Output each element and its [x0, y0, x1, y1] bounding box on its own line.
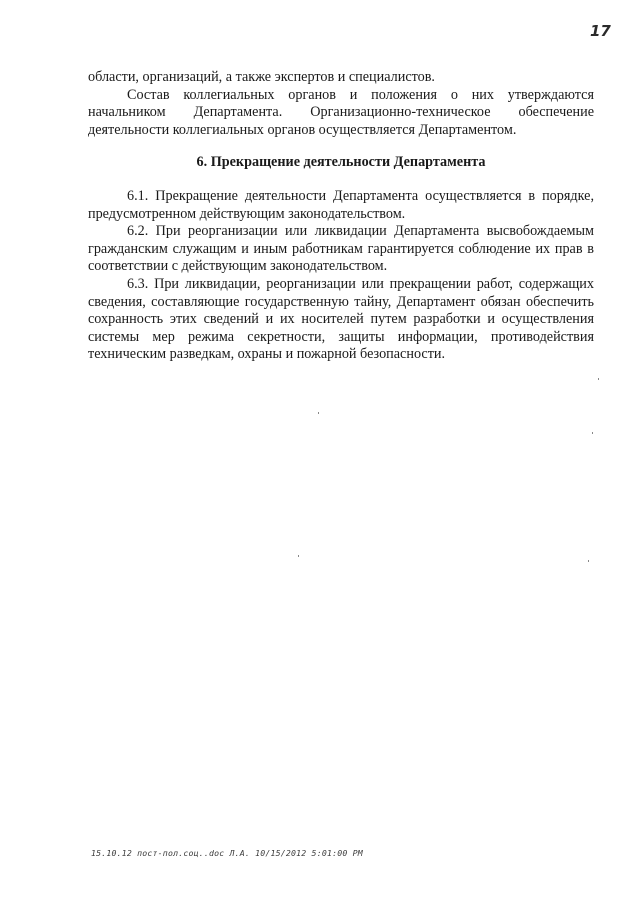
section-heading: 6. Прекращение деятельности Департамента: [196, 154, 486, 170]
scan-speck: [318, 412, 319, 414]
document-footer: 15.10.12 пост-пол.соц..doc Л.А. 10/15/2012 5:01:00 PM: [91, 848, 363, 858]
paragraph-continuation: области, организаций, а также экспертов и специалистов.: [88, 69, 435, 85]
clause-6-1: 6.1. Прекращение деятельности Департамента осуществляется в порядке, предусмотренном действующим законодательством.: [88, 188, 594, 222]
top-text: [88, 69, 594, 139]
scan-speck: [588, 560, 589, 562]
scan-speck: [598, 378, 599, 380]
paragraph-collegial-bodies: Состав коллегиальных органов и положения о них утверждаются начальником Департамента. Организационно-техническое обеспечение деятельности коллегиальных органов осуществляется Департаментом.: [88, 86, 594, 138]
page-number: 17: [590, 22, 611, 40]
section-text: [88, 188, 594, 364]
clause-6-3: 6.3. При ликвидации, реорганизации или прекращении работ, содержащих сведения, составляющие государственную тайну, Департамент обязан обеспечить сохранность этих сведений и их носителей путем разработки и осуществления системы мер режима секретности, защиты информации, противодействия техническим разведкам, охраны и пожарной безопасности.: [88, 275, 594, 363]
clause-6-2: 6.2. При реорганизации или ликвидации Департамента высвобождаемым гражданским служащим и иным работникам гарантируется соблюдение их прав в соответствии с действующим законодательством.: [88, 223, 594, 275]
scan-speck: [298, 555, 299, 557]
scan-speck: [592, 432, 593, 434]
